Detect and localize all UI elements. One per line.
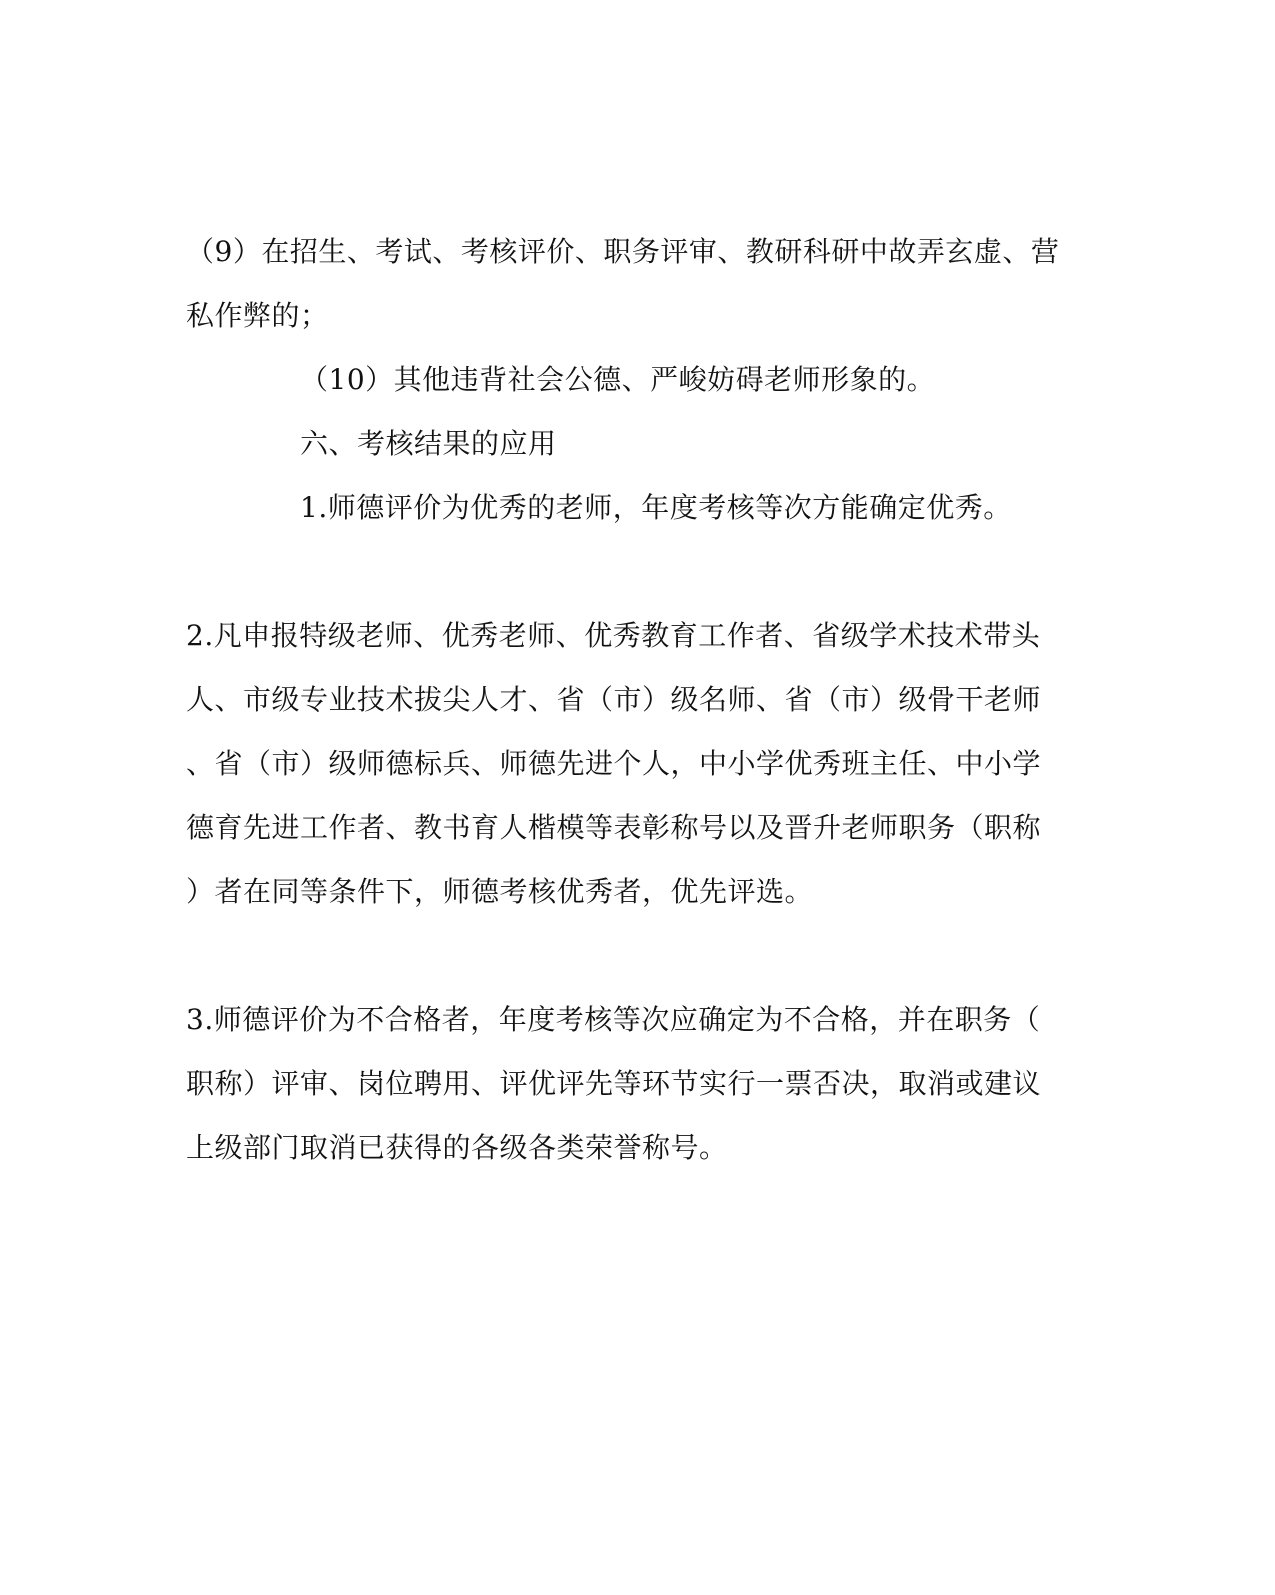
item-10: （10）其他违背社会公德、严峻妨碍老师形象的。: [300, 363, 936, 396]
point-1: 1.师德评价为优秀的老师，年度考核等次方能确定优秀。: [300, 491, 1012, 524]
point-3-line-3: 上级部门取消已获得的各级各类荣誉称号。: [186, 1131, 728, 1164]
point-2-line-2: 人、市级专业技术拔尖人才、省（市）级名师、省（市）级骨干老师: [186, 683, 1042, 716]
section-six-heading: 六、考核结果的应用: [300, 427, 557, 460]
point-2-line-3: 、省（市）级师德标兵、师德先进个人，中小学优秀班主任、中小学: [186, 747, 1042, 780]
point-2-line-4: 德育先进工作者、教书育人楷模等表彰称号以及晋升老师职务（职称: [186, 811, 1042, 844]
item-9-line-2: 私作弊的；: [186, 299, 329, 332]
item-9-line-1: （9）在招生、考试、考核评价、职务评审、教研科研中故弄玄虚、营: [186, 235, 1060, 268]
point-3-line-1: 3.师德评价为不合格者，年度考核等次应确定为不合格，并在职务（: [186, 1003, 1041, 1036]
point-3-line-2: 职称）评审、岗位聘用、评优评先等环节实行一票否决，取消或建议: [186, 1067, 1042, 1100]
point-2-line-1: 2.凡申报特级老师、优秀老师、优秀教育工作者、省级学术技术带头: [186, 619, 1041, 652]
point-2-line-5: ）者在同等条件下，师德考核优秀者，优先评选。: [186, 875, 814, 908]
